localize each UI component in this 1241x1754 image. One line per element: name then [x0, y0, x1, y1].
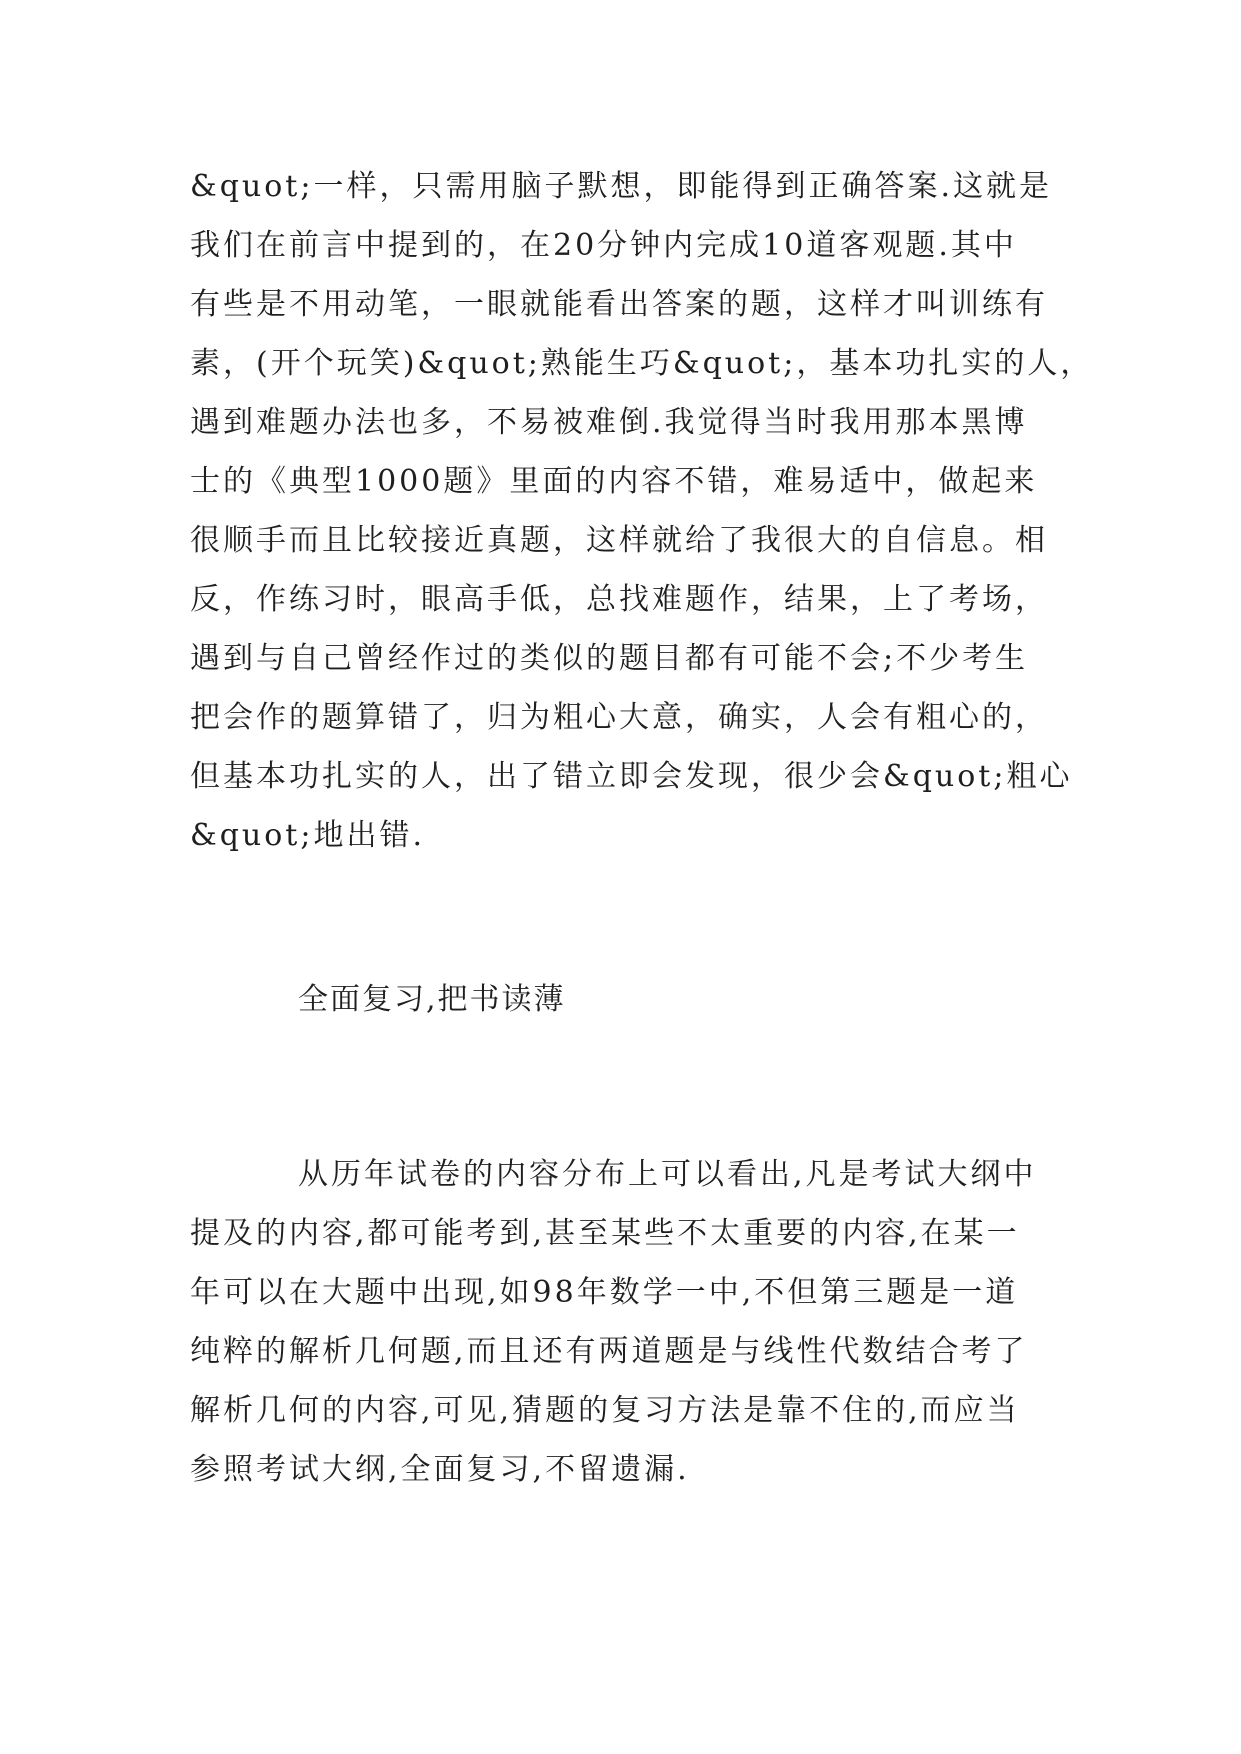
paragraph-2 [190, 1145, 1070, 1499]
text-line: 解析几何的内容,可见,猜题的复习方法是靠不住的,而应当 [190, 1393, 1020, 1428]
text-line: 从历年试卷的内容分布上可以看出,凡是考试大纲中 [298, 1157, 1037, 1192]
text-line: 提及的内容,都可能考到,甚至某些不太重要的内容,在某一 [190, 1216, 1020, 1251]
text-line: 素，(开个玩笑)&quot;熟能生巧&quot;，基本功扎实的人， [190, 346, 1094, 381]
text-line: 遇到难题办法也多，不易被难倒.我觉得当时我用那本黑博 [190, 405, 1028, 440]
text-line: 纯粹的解析几何题,而且还有两道题是与线性代数结合考了 [190, 1334, 1028, 1369]
text-line: 但基本功扎实的人，出了错立即会发现，很少会&quot;粗心 [190, 759, 1073, 794]
text-line: 士的《典型1000题》里面的内容不错，难易适中，做起来 [190, 464, 1038, 499]
text-line: 遇到与自己曾经作过的类似的题目都有可能不会;不少考生 [190, 641, 1029, 676]
text-line: 参照考试大纲,全面复习,不留遗漏. [190, 1452, 690, 1487]
text-line: 年可以在大题中出现,如98年数学一中,不但第三题是一道 [190, 1275, 1019, 1310]
text-line: 我们在前言中提到的，在20分钟内完成10道客观题.其中 [190, 228, 1017, 263]
text-line: 把会作的题算错了，归为粗心大意，确实，人会有粗心的， [190, 700, 1048, 735]
paragraph-1 [190, 157, 1094, 865]
text-line: 很顺手而且比较接近真题，这样就给了我很大的自信息。相 [190, 523, 1048, 558]
text-line: &quot;地出错. [190, 818, 425, 853]
text-line: &quot;一样，只需用脑子默想，即能得到正确答案.这就是 [190, 169, 1052, 204]
section-heading: 全面复习,把书读薄 [298, 982, 566, 1017]
text-line: 反，作练习时，眼高手低，总找难题作，结果，上了考场， [190, 582, 1048, 617]
text-line: 有些是不用动笔，一眼就能看出答案的题，这样才叫训练有 [190, 287, 1048, 322]
